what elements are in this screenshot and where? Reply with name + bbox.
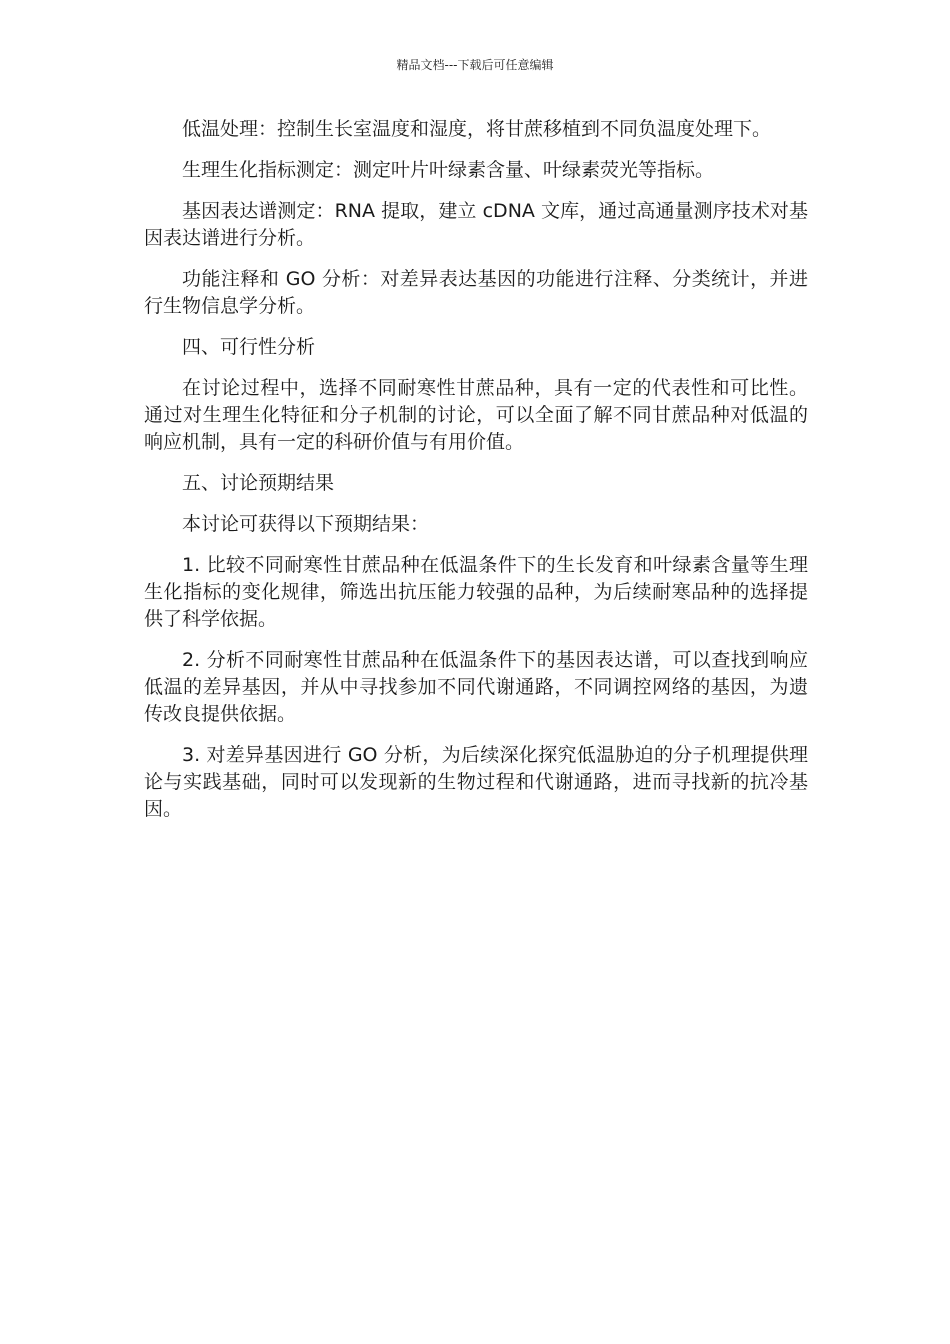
paragraph-physiological-indices: 生理生化指标测定：测定叶片叶绿素含量、叶绿素荧光等指标。: [182, 159, 715, 181]
list-item-result-1: 1. 比较不同耐寒性甘蔗品种在低温条件下的生长发育和叶绿素含量等生理生化指标的变化规律，筛选出抗压能力较强的品种，为后续耐寒品种的选择提供了科学依据。: [144, 554, 808, 630]
section-heading-feasibility: 四、可行性分析: [182, 336, 316, 358]
paragraph-results-intro: 本讨论可获得以下预期结果：: [182, 513, 430, 535]
paragraph-gene-expression: 基因表达谱测定：RNA 提取，建立 cDNA 文库，通过高通量测序技术对基因表达谱进行分析。: [144, 200, 808, 249]
paragraph-go-analysis: 功能注释和 GO 分析：对差异表达基因的功能进行注释、分类统计，并进行生物信息学分析。: [144, 268, 808, 317]
page-header: 精品文档---下载后可任意编辑: [396, 58, 554, 72]
paragraph-feasibility: 在讨论过程中，选择不同耐寒性甘蔗品种，具有一定的代表性和可比性。通过对生理生化特征和分子机制的讨论，可以全面了解不同甘蔗品种对低温的响应机制，具有一定的科研价值与有用价值。: [144, 377, 808, 453]
section-heading-expected-results: 五、讨论预期结果: [182, 472, 335, 494]
list-item-result-2: 2. 分析不同耐寒性甘蔗品种在低温条件下的基因表达谱，可以查找到响应低温的差异基因，并从中寻找参加不同代谢通路，不同调控网络的基因，为遗传改良提供依据。: [144, 649, 808, 725]
paragraph-low-temp-treatment: 低温处理：控制生长室温度和湿度，将甘蔗移植到不同负温度处理下。: [182, 118, 772, 140]
document-body: [144, 116, 808, 837]
list-item-result-3: 3. 对差异基因进行 GO 分析，为后续深化探究低温胁迫的分子机理提供理论与实践基础，同时可以发现新的生物过程和代谢通路，进而寻找新的抗冷基因。: [144, 744, 808, 820]
